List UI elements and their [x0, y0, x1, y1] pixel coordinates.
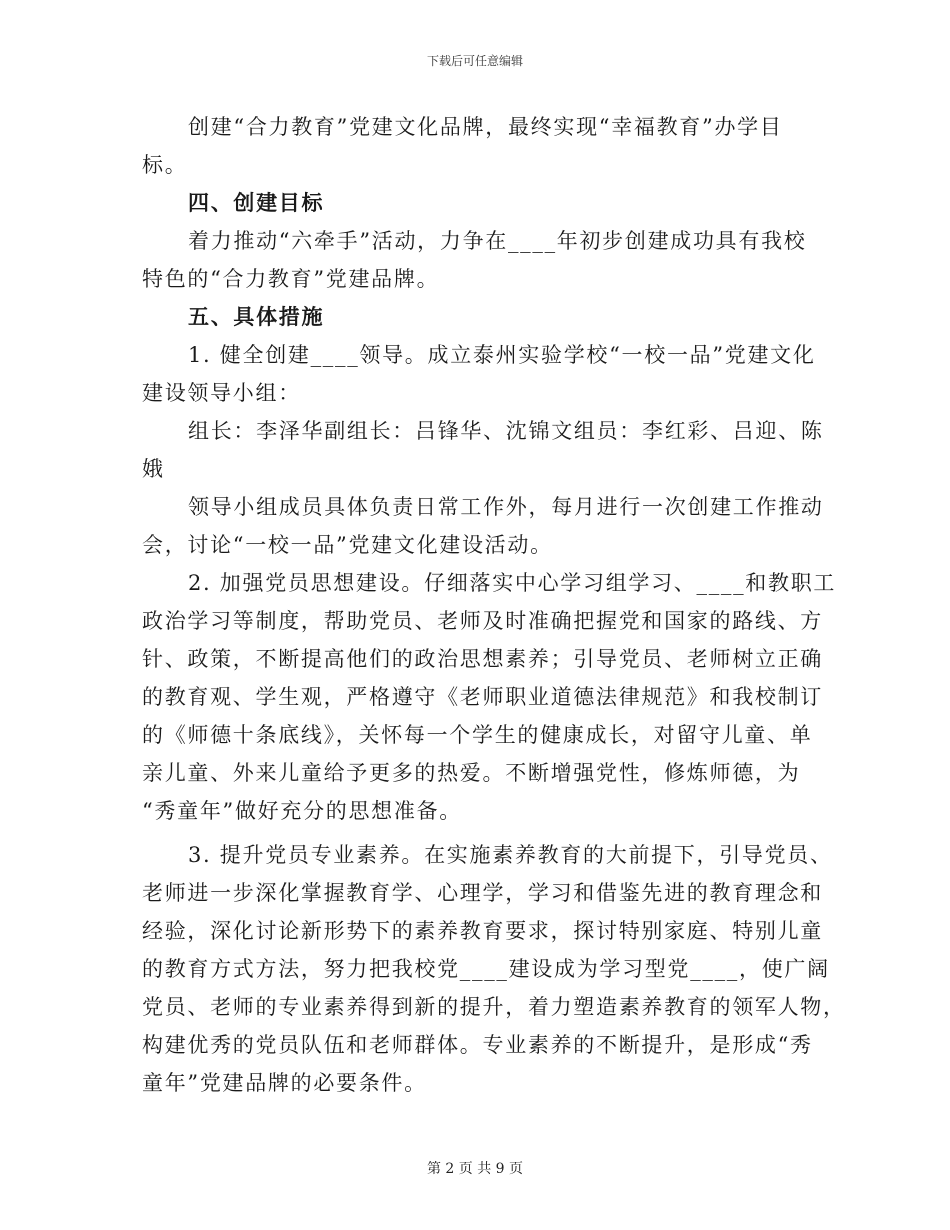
paragraph-line: 老师进一步深化掌握教育学、心理学，学习和借鉴先进的教育理念和: [142, 881, 823, 905]
paragraph-line: 童年”党建品牌的必要条件。: [142, 1071, 427, 1095]
paragraph-line: 政治学习等制度，帮助党员、老师及时准确把握党和国家的路线、方: [142, 609, 823, 633]
paragraph-line: “秀童年”做好充分的思想准备。: [142, 799, 462, 823]
paragraph-line: 3. 提升党员专业素养。在实施素养教育的大前提下，引导党员、: [188, 843, 833, 867]
paragraph-line: 建设领导小组：: [142, 381, 301, 405]
paragraph-line: 1. 健全创建____领导。成立泰州实验学校“一校一品”党建文化: [188, 343, 816, 367]
section-heading: 五、具体措施: [188, 304, 325, 329]
paragraph-line: 的《师德十条底线》，关怀每一个学生的健康成长，对留守儿童、单: [142, 723, 813, 747]
paragraph-line: 2. 加强党员思想建设。仔细落实中心学习组学习、____和教职工: [188, 571, 837, 595]
paragraph-line: 标。: [142, 153, 188, 177]
paragraph-line: 娥: [142, 457, 165, 481]
section-heading: 四、创建目标: [188, 190, 325, 215]
page-header: 下载后可任意编辑: [426, 54, 523, 68]
paragraph-line: 经验，深化讨论新形势下的素养教育要求，探讨特别家庭、特别儿童: [142, 919, 823, 943]
paragraph-line: 特色的“合力教育”党建品牌。: [142, 267, 440, 291]
page-number: 第 2 页 共 9 页: [426, 1161, 524, 1177]
paragraph-line: 的教育方式方法，努力把我校党____建设成为学习型党____，使广阔: [142, 957, 830, 981]
document-body: [142, 108, 846, 1102]
paragraph-line: 领导小组成员具体负责日常工作外，每月进行一次创建工作推动: [188, 495, 824, 519]
paragraph-line: 会，讨论“一校一品”党建文化建设活动。: [142, 533, 553, 557]
paragraph-line: 着力推动“六牵手”活动，力争在____年初步创建成功具有我校: [188, 229, 807, 253]
paragraph-line: 创建“合力教育”党建文化品牌，最终实现“幸福教育”办学目: [188, 115, 783, 139]
paragraph-line: 党员、老师的专业素养得到新的提升，着力塑造素养教育的领军人物，: [142, 995, 846, 1019]
paragraph-line: 亲儿童、外来儿童给予更多的热爱。不断增强党性，修炼师德，为: [142, 761, 801, 785]
paragraph-line: 针、政策，不断提高他们的政治思想素养；引导党员、老师树立正确: [142, 647, 823, 671]
paragraph-line: 构建优秀的党员队伍和老师群体。专业素养的不断提升，是形成“秀: [142, 1033, 813, 1057]
paragraph-line: 的教育观、学生观，严格遵守《老师职业道德法律规范》和我校制订: [142, 685, 823, 709]
paragraph-line: 组长：李泽华副组长：吕锋华、沈锦文组员：李红彩、吕迎、陈: [188, 419, 824, 443]
